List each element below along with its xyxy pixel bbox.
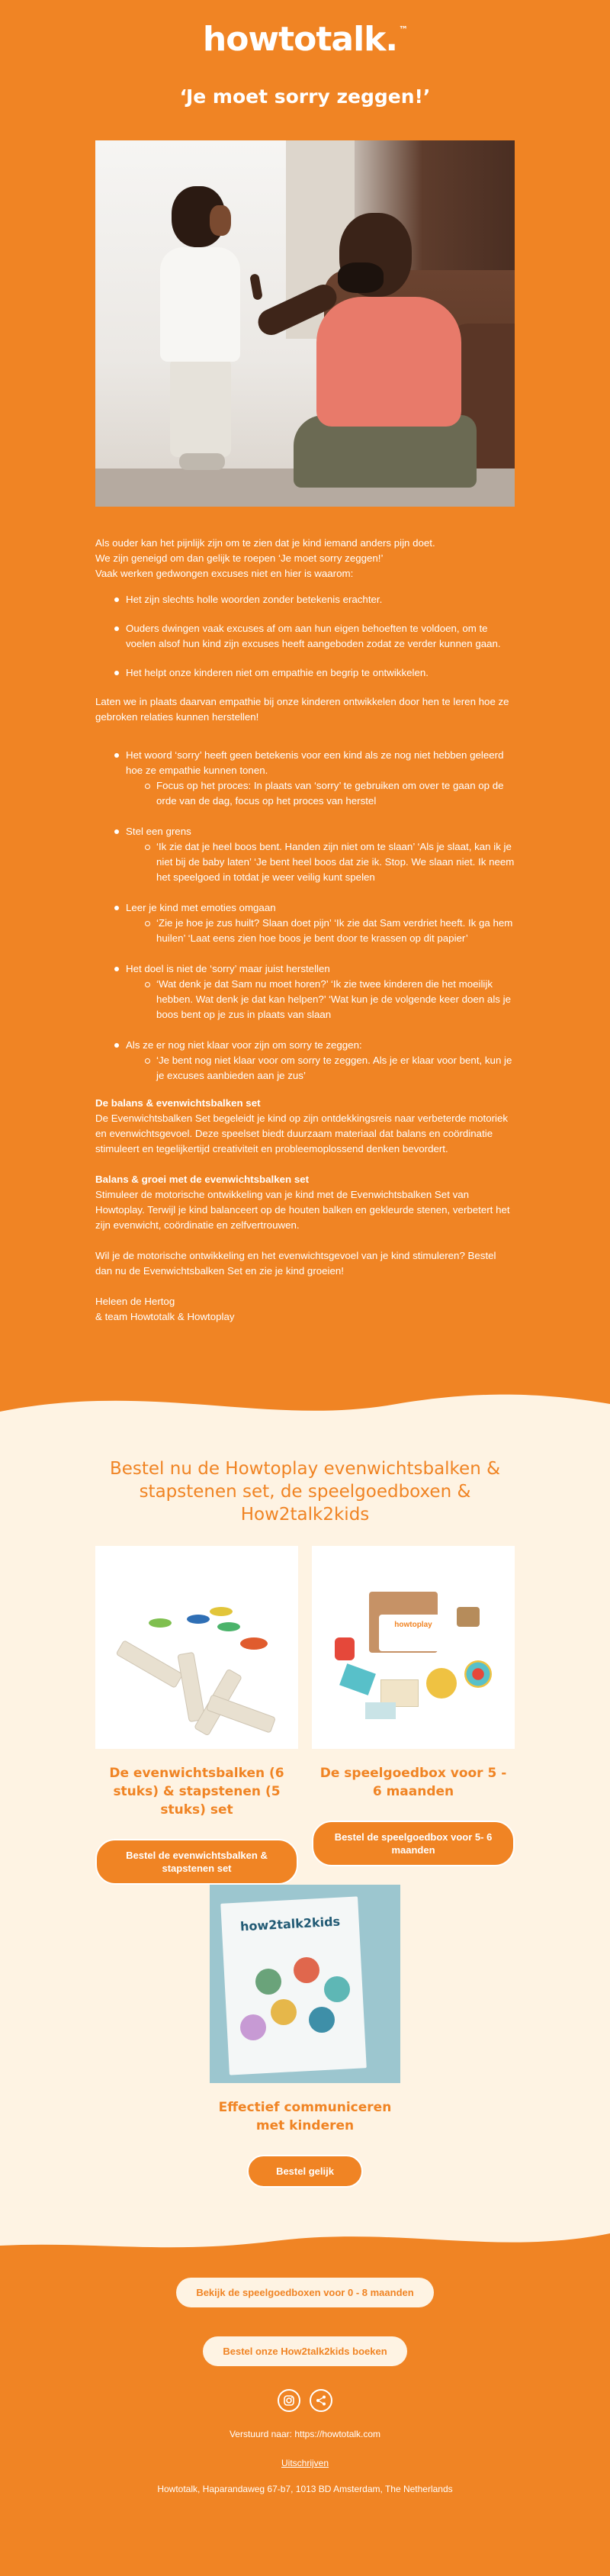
intro-paragraph-2: We zijn geneigd om dan gelijk te roepen ‘Je moet sorry zeggen!’ bbox=[95, 552, 384, 564]
book-image[interactable] bbox=[210, 1885, 400, 2083]
list-item bbox=[126, 961, 515, 1022]
hero-image bbox=[95, 140, 515, 507]
section-heading-2: Balans & groei met de evenwichtsbalken set bbox=[95, 1174, 310, 1185]
list-item: Het helpt onze kinderen niet om empathie en begrip te ontwikkelen. bbox=[126, 665, 515, 681]
tip-text: Het woord ‘sorry’ heeft geen betekenis voor een kind als ze nog niet hebben geleerd hoe ze empathie kunnen tonen. bbox=[126, 749, 504, 776]
unsubscribe-link[interactable]: Uitschrijven bbox=[281, 2458, 329, 2468]
tip-text: Stel een grens bbox=[126, 826, 191, 837]
tip-text: Leer je kind met emoties omgaan bbox=[126, 902, 276, 913]
signoff-team: & team Howtotalk & Howtoplay bbox=[95, 1311, 235, 1322]
logo-text: howtotalk. bbox=[202, 20, 398, 59]
list-item bbox=[126, 748, 515, 809]
shop-title: Bestel nu de Howtoplay evenwichtsbalken & stapstenen set, de speelgoedboxen & How2talk2kids bbox=[109, 1459, 501, 1525]
product-card-balance-beams bbox=[95, 1546, 298, 1885]
wave-divider-bottom bbox=[0, 2218, 610, 2264]
tip-sub-item: ‘Zie je hoe je zus huilt? Slaan doet pijn’ ‘Ik zie dat Sam verdriet heeft. Ik ga hem huilen’ ‘Laat eens zien hoe boos je bent door te krassen op dit papier’ bbox=[156, 916, 515, 946]
cta-paragraph: Wil je de motorische ontwikkeling en het evenwichtsgevoel van je kind stimuleren? Bestel dan nu de Evenwichtsbalken Set en zie je kind groeien! bbox=[95, 1250, 496, 1277]
logo[interactable] bbox=[0, 0, 610, 73]
book-cover-text: how2talk2kids bbox=[239, 1914, 341, 1934]
product-card-toy-box bbox=[312, 1546, 515, 1885]
tip-text: Als ze er nog niet klaar voor zijn om sorry te zeggen: bbox=[126, 1039, 362, 1051]
box-label: howtoplay bbox=[379, 1615, 448, 1651]
tip-sub-item: Focus op het proces: In plaats van ‘sorry’ te gebruiken om over te gaan op de orde van de dag, focus op het proces van herstel bbox=[156, 778, 515, 809]
instagram-icon[interactable] bbox=[278, 2389, 300, 2412]
wave-divider-top bbox=[0, 1381, 610, 1427]
company-address: Howtotalk, Haparandaweg 67-b7, 1013 BD Amsterdam, The Netherlands bbox=[157, 2484, 453, 2494]
order-balance-beams-button[interactable]: Bestel de evenwichtsbalken & stapstenen set bbox=[95, 1839, 298, 1885]
product-title: De speelgoedbox voor 5 - 6 maanden bbox=[319, 1766, 507, 1799]
footer bbox=[0, 2264, 610, 2525]
reasons-list bbox=[95, 592, 515, 681]
section-text-1: De Evenwichtsbalken Set begeleidt je kind op zijn ontdekkingsreis naar verbeterde motoriek en evenwichtsgevoel. Deze speelset biedt duurzaam materiaal dat balans en coördinatie stimuleert en tegelijkertijd creativiteit en probleemoplossend denken bevordert. bbox=[95, 1113, 509, 1154]
tip-text: Het doel is niet de ‘sorry’ maar juist herstellen bbox=[126, 963, 330, 974]
signoff-name: Heleen de Hertog bbox=[95, 1296, 175, 1307]
list-item bbox=[126, 824, 515, 885]
list-item: Het zijn slechts holle woorden zonder betekenis erachter. bbox=[126, 592, 515, 607]
tip-sub-item: ‘Je bent nog niet klaar voor om sorry te zeggen. Als je er klaar voor bent, kun je je excuses aanbieden aan je zus’ bbox=[156, 1053, 515, 1084]
transition-paragraph: Laten we in plaats daarvan empathie bij onze kinderen ontwikkelen door hen te leren hoe ze gebroken relaties kunnen herstellen! bbox=[95, 696, 509, 723]
tip-sub-item: ‘Ik zie dat je heel boos bent. Handen zijn niet om te slaan’ ‘Als je slaat, kan ik je niet bij de baby laten’ ‘Je bent heel boos dat zie ik. Stop. We slaan niet. Ik neem het speelgoed in totdat je weer veilig kunt spelen bbox=[156, 839, 515, 885]
list-item bbox=[126, 900, 515, 946]
order-toy-box-button[interactable]: Bestel de speelgoedbox voor 5- 6 maanden bbox=[312, 1821, 515, 1866]
section-text-2: Stimuleer de motorische ontwikkeling van je kind met de Evenwichtsbalken Set van Howtoplay. Terwijl je kind balanceert op de houten balken en gekleurde stenen, verbetert het zijn evenwicht, coördinatie en zelfvertrouwen. bbox=[95, 1189, 510, 1231]
intro-paragraph-1: Als ouder kan het pijnlijk zijn om te zien dat je kind iemand anders pijn doet. bbox=[95, 537, 435, 549]
toy-box-image[interactable] bbox=[312, 1546, 515, 1749]
balance-beam-image[interactable] bbox=[95, 1546, 298, 1749]
share-icon[interactable] bbox=[310, 2389, 332, 2412]
social-links bbox=[0, 2389, 610, 2412]
newsletter-title: ‘Je moet sorry zeggen!’ bbox=[179, 85, 431, 108]
view-toy-boxes-button[interactable]: Bekijk de speelgoedboxen voor 0 - 8 maanden bbox=[176, 2278, 433, 2307]
order-book-button[interactable]: Bestel gelijk bbox=[247, 2155, 363, 2188]
intro-paragraph-3: Vaak werken gedwongen excuses niet en hier is waarom: bbox=[95, 568, 354, 579]
product-title: De evenwichtsbalken (6 stuks) & stapstenen (5 stuks) set bbox=[109, 1766, 284, 1818]
list-item: Ouders dwingen vaak excuses af om aan hun eigen behoeften te voldoen, om te voelen alsof hun kind zijn excuses heeft aangeboden zodat ze verder kunnen gaan. bbox=[126, 621, 515, 652]
section-heading-1: De balans & evenwichtsbalken set bbox=[95, 1097, 261, 1109]
tips-list bbox=[95, 748, 515, 1084]
tip-sub-item: ‘Wat denk je dat Sam nu moet horen?’ ‘Ik zie twee kinderen die het moeilijk hebben. Wat denk je dat kan helpen?’ ‘Wat kun je de volgende keer doen als je boos bent op je zus in plaats van slaan bbox=[156, 977, 515, 1022]
book-title: Effectief communiceren met kinderen bbox=[218, 2100, 392, 2133]
product-card-book bbox=[204, 1885, 406, 2188]
order-books-button[interactable]: Bestel onze How2talk2kids boeken bbox=[203, 2336, 406, 2366]
sent-to-text: Verstuurd naar: https://howtotalk.com bbox=[229, 2429, 381, 2439]
shop-section bbox=[0, 1381, 610, 2264]
list-item bbox=[126, 1038, 515, 1084]
article-body bbox=[95, 507, 515, 1381]
product-grid bbox=[95, 1546, 515, 1885]
logo-trademark: ™ bbox=[399, 24, 408, 35]
